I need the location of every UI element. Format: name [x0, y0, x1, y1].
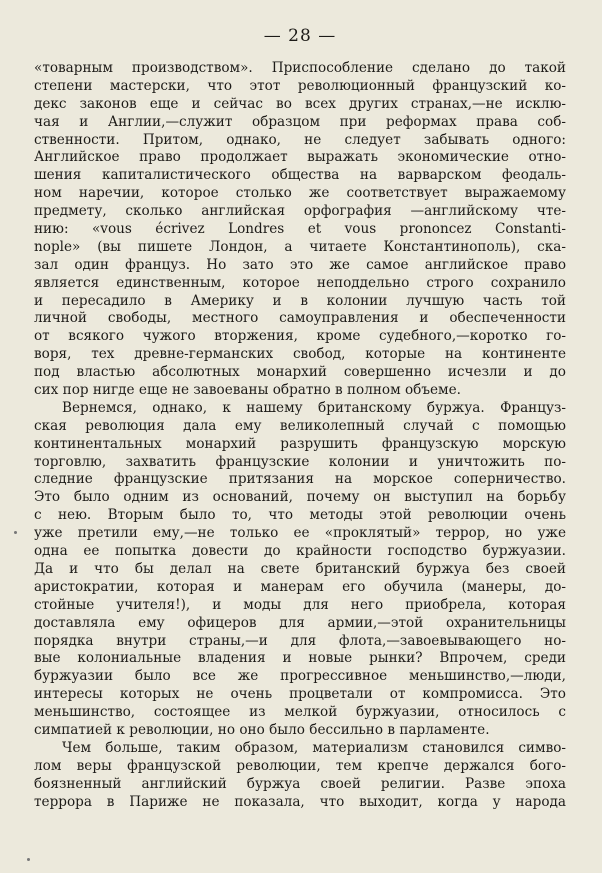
text-line: интересы которых не очень процветали от компромисса. Это	[34, 686, 566, 703]
text-line: степени мастерски, что этот революционный французский ко-	[34, 77, 566, 94]
text-line: ская революция дала ему великолепный случай с помощью	[34, 417, 566, 434]
text-line: от всякого чужого вторжения, кроме судебного,—коротко го-	[34, 328, 566, 345]
text-line: торговлю, захватить французские колонии и уничтожить по-	[34, 453, 566, 470]
text-line: предмету, сколько английская орфография —английскому чте-	[34, 203, 566, 220]
text-line: сих пор нигде еще не завоеваны обратно в полном объеме.	[34, 382, 461, 399]
text-line: следние французские притязания на морское соперничество.	[34, 471, 566, 488]
text-line: шения капиталистического общества на варварском феодаль-	[34, 167, 566, 184]
text-line: Вернемся, однако, к нашему британскому буржуа. Француз-	[62, 399, 566, 416]
page-number: — 28 —	[263, 26, 337, 46]
text-line: личной свободы, местного самоуправления и обеспеченности	[34, 310, 566, 327]
margin-speck	[27, 858, 30, 861]
text-line: является единственным, которое неподдельно строго сохранило	[34, 274, 566, 291]
text-line: с нею. Вторым было то, что методы этой революции очень	[34, 507, 566, 524]
text-line: Это было одним из оснований, почему он выступил на борьбу	[34, 489, 566, 506]
text-line: под властью абсолютных монархий совершенно исчезли и до	[34, 364, 566, 381]
text-line: буржуазии было все же прогрессивное меньшинство,—люди,	[34, 668, 566, 685]
text-line: стойные учителя!), и моды для него приобрела, которая	[34, 596, 566, 613]
text-line: континентальных монархий разрушить французскую морскую	[34, 435, 566, 452]
text-line: Да и что бы делал на свете британский буржуа без своей	[34, 560, 566, 577]
text-line: ственности. Притом, однако, не следует забывать одного:	[34, 131, 566, 148]
text-line: вые колониальные владения и новые рынки? Впрочем, среди	[34, 650, 566, 667]
text-line: одна ее попытка довести до крайности господство буржуазии.	[34, 543, 566, 560]
text-line: доставляла ему офицеров для армии,—этой охранительницы	[34, 614, 566, 631]
margin-speck	[14, 531, 17, 534]
text-line: уже претили ему,—не только ее «проклятый» террор, но уже	[34, 525, 566, 542]
text-line: симпатией к революции, но оно было бессильно в парламенте.	[34, 721, 490, 738]
text-line: меньшинство, состоящее из мелкой буржуазии, относилось с	[34, 704, 566, 721]
text-line: боязненный английский буржуа своей религии. Разве эпоха	[34, 775, 566, 792]
text-line: аристократии, которая и манерам его обучила (манеры, до-	[34, 578, 566, 595]
text-line: зал один француз. Но зато это же самое английское право	[34, 256, 566, 273]
text-line: террора в Париже не показала, что выходит, когда у народа	[34, 793, 566, 810]
body-text	[34, 60, 566, 811]
text-line: чая и Англии,—служит образцом при реформах права соб-	[34, 113, 566, 130]
text-line: nople» (вы пишете Лондон, а читаете Константинополь), ска-	[34, 238, 566, 255]
text-line: лом веры французской революции, тем крепче держался бого-	[34, 757, 566, 774]
text-line: Английское право продолжает выражать экономические отно-	[34, 149, 566, 166]
text-line: ном наречии, которое столько же соответствует выражаемому	[34, 185, 566, 202]
text-line: Чем больше, таким образом, материализм становился симво-	[62, 739, 566, 756]
text-line: порядка внутри страны,—и для флота,—завоевывающего но-	[34, 632, 566, 649]
text-line: декс законов еще и сейчас во всех других странах,—не исклю-	[34, 95, 566, 112]
text-line: «товарным производством». Приспособление сделано до такой	[34, 60, 566, 76]
text-line: нию: «vous écrivez Londres et vous prononcez Constanti-	[34, 221, 566, 238]
text-line: воря, тех древне-германских свобод, которые на континенте	[34, 346, 566, 363]
text-line: и пересадило в Америку и в колонии лучшую часть той	[34, 292, 566, 309]
